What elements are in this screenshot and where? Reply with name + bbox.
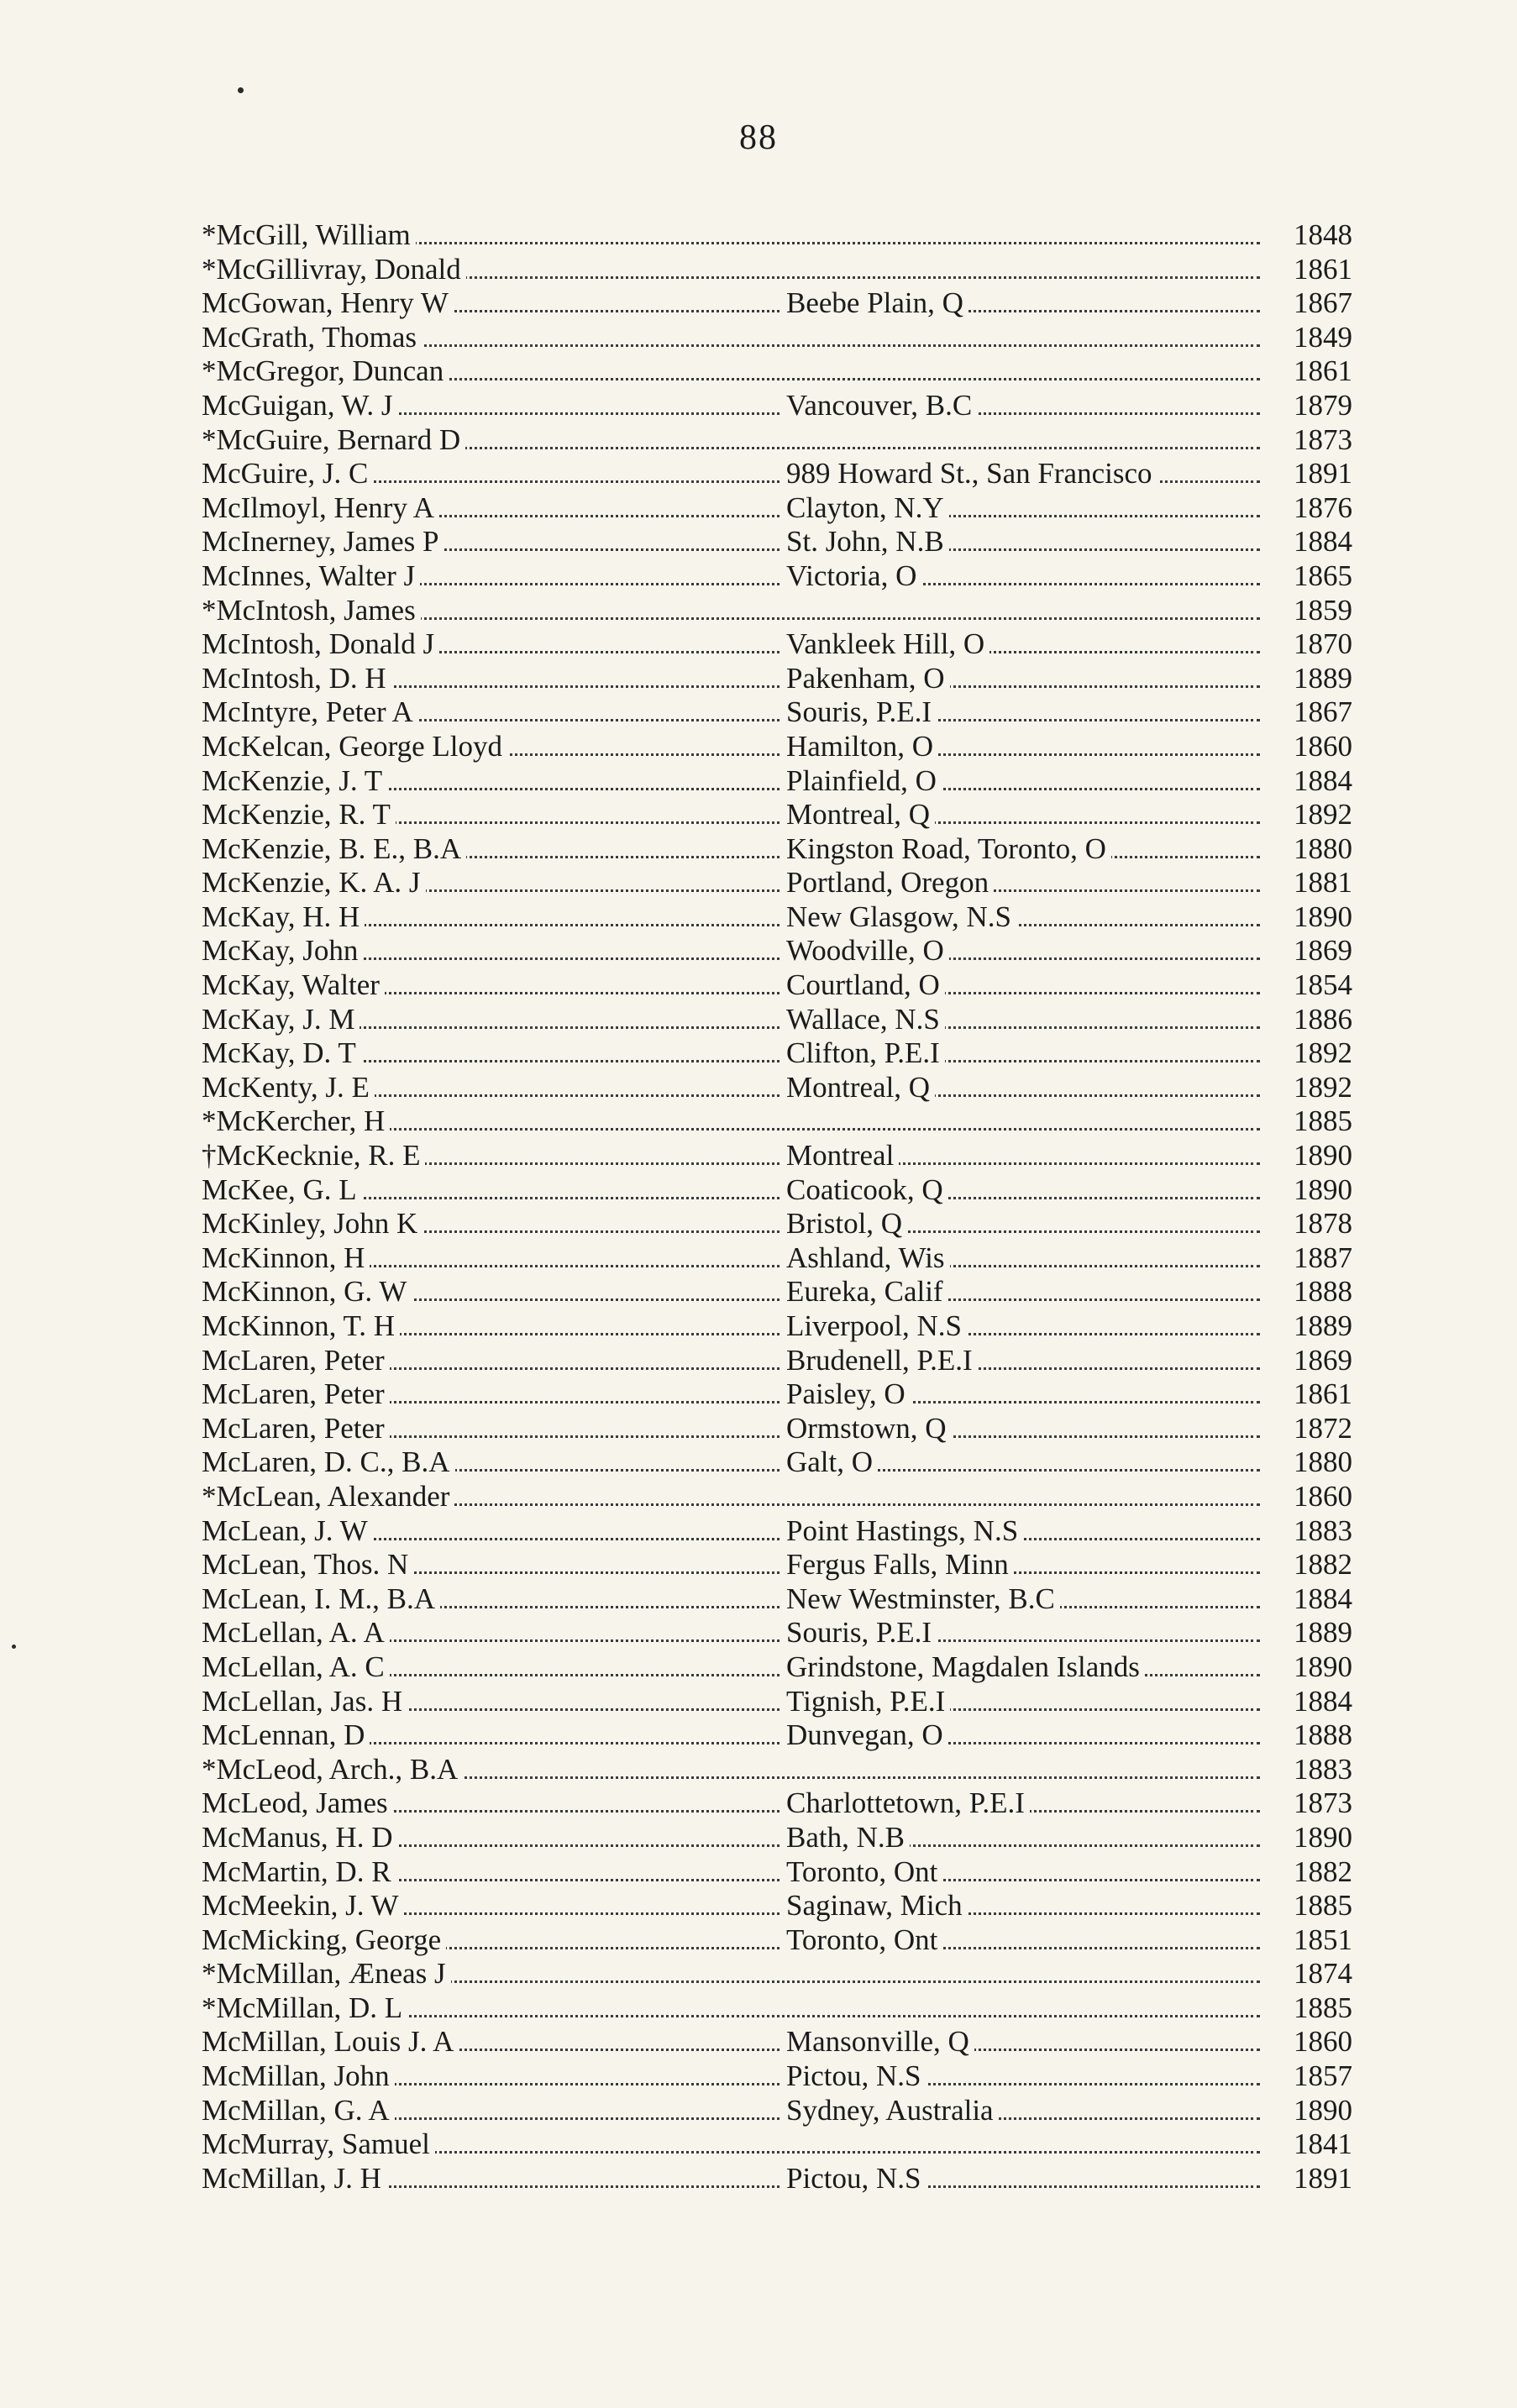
member-list (202, 218, 1352, 2196)
entry-year: 1885 (1294, 1991, 1352, 2024)
entry-name: McKenty, J. E (202, 1071, 375, 1105)
entry-place: Vancouver, B.C (781, 389, 977, 423)
entry-year: 1889 (1294, 1616, 1352, 1650)
entry-place: Sydney, Australia (781, 2094, 999, 2128)
entry-name: McKinnon, T. H (202, 1309, 400, 1344)
entry-place: Paisley, O (781, 1377, 911, 1412)
entry-place: Clayton, N.Y (781, 491, 949, 526)
entry-name: McInerney, James P (202, 525, 444, 559)
entry-place: Mansonville, Q (781, 2025, 974, 2059)
entry-year: 1860 (1294, 1479, 1352, 1513)
entry-name: *McMillan, Æneas J (202, 1957, 451, 1991)
entry-name: McLellan, A. A (202, 1616, 390, 1650)
entry-name: McGuire, J. C (202, 457, 373, 491)
entry-year: 1886 (1294, 1002, 1352, 1036)
entry-name: McLellan, A. C (202, 1650, 390, 1685)
list-item (202, 1412, 1352, 1446)
list-item (202, 1718, 1352, 1753)
entry-year: 1890 (1294, 2093, 1352, 2127)
list-item (202, 253, 1352, 287)
list-item (202, 1139, 1352, 1173)
entry-place: Woodville, O (781, 934, 949, 968)
entry-name: McMartin, D. R (202, 1855, 396, 1890)
entry-place: Hamilton, O (781, 730, 938, 764)
entry-place: Pictou, N.S (781, 2162, 926, 2196)
entry-year: 1890 (1294, 1820, 1352, 1854)
list-item (202, 1991, 1352, 2026)
list-item (202, 627, 1352, 662)
list-item (202, 525, 1352, 559)
list-item (202, 1889, 1352, 1923)
entry-place: St. John, N.B (781, 525, 949, 559)
entry-year: 1860 (1294, 729, 1352, 763)
entry-name: McInnes, Walter J (202, 559, 420, 594)
entry-year: 1867 (1294, 695, 1352, 729)
entry-name: McGuigan, W. J (202, 389, 398, 423)
entry-name: McLean, I. M., B.A (202, 1582, 440, 1617)
entry-name: McIlmoyl, Henry A (202, 491, 439, 526)
list-item (202, 662, 1352, 696)
list-item (202, 1241, 1352, 1276)
entry-name: McLellan, Jas. H (202, 1685, 407, 1719)
entry-year: 1885 (1294, 1104, 1352, 1138)
entry-name: McLeod, James (202, 1786, 393, 1821)
entry-name: *McGillivray, Donald (202, 253, 466, 287)
list-item (202, 764, 1352, 799)
entry-place: Montreal, Q (781, 798, 935, 832)
entry-name: McKinnon, G. W (202, 1275, 412, 1309)
list-item (202, 2162, 1352, 2196)
entry-year: 1883 (1294, 1514, 1352, 1547)
entry-place: Bristol, Q (781, 1207, 907, 1241)
entry-place: Galt, O (781, 1445, 878, 1480)
entry-name: McKenzie, K. A. J (202, 866, 426, 900)
list-item (202, 389, 1352, 423)
entry-place: Ashland, Wis (781, 1241, 950, 1276)
entry-name: McManus, H. D (202, 1821, 397, 1855)
list-item (202, 1275, 1352, 1309)
entry-name: McLaren, Peter (202, 1377, 390, 1412)
list-item (202, 900, 1352, 935)
entry-year: 1876 (1294, 491, 1352, 524)
entry-place: Tignish, P.E.I (781, 1685, 950, 1719)
entry-place: Clifton, P.E.I (781, 1036, 945, 1071)
entry-year: 1891 (1294, 2161, 1352, 2195)
entry-year: 1882 (1294, 1855, 1352, 1888)
entry-place: Montreal (781, 1139, 899, 1173)
entry-name: *McGregor, Duncan (202, 354, 449, 389)
entry-name: McKinnon, H (202, 1241, 370, 1276)
entry-year: 1848 (1294, 218, 1352, 251)
entry-year: 1869 (1294, 1343, 1352, 1377)
entry-name: *McGuire, Bernard D (202, 423, 465, 458)
list-item (202, 1923, 1352, 1958)
entry-year: 1890 (1294, 1139, 1352, 1173)
entry-year: 1892 (1294, 798, 1352, 832)
entry-year: 1854 (1294, 968, 1352, 1002)
list-item (202, 1104, 1352, 1139)
list-item (202, 1377, 1352, 1412)
entry-year: 1884 (1294, 763, 1352, 797)
entry-place: Saginaw, Mich (781, 1889, 968, 1923)
entry-place: Souris, P.E.I (781, 1616, 937, 1650)
list-item (202, 559, 1352, 594)
list-item (202, 695, 1352, 730)
entry-place: Wallace, N.S (781, 1003, 945, 1037)
entry-place: Portland, Oregon (781, 866, 994, 900)
list-item (202, 1344, 1352, 1378)
entry-place: Dunvegan, O (781, 1718, 948, 1753)
entry-year: 1879 (1294, 388, 1352, 422)
entry-name: *McLean, Alexander (202, 1480, 454, 1514)
entry-name: *McIntosh, James (202, 594, 421, 628)
entry-name: McLean, Thos. N (202, 1548, 413, 1582)
entry-name: McLaren, Peter (202, 1344, 390, 1378)
entry-place: Grindstone, Magdalen Islands (781, 1650, 1145, 1685)
list-item (202, 1821, 1352, 1855)
entry-year: 1874 (1294, 1957, 1352, 1991)
entry-name: McLennan, D (202, 1718, 370, 1753)
list-item (202, 1514, 1352, 1549)
entry-name: McKinley, John K (202, 1207, 423, 1241)
entry-name: *McLeod, Arch., B.A (202, 1753, 463, 1787)
entry-place: Ormstown, Q (781, 1412, 952, 1446)
entry-year: 1849 (1294, 320, 1352, 354)
list-item (202, 218, 1352, 253)
entry-year: 1888 (1294, 1275, 1352, 1309)
entry-year: 1861 (1294, 1377, 1352, 1411)
entry-year: 1873 (1294, 422, 1352, 456)
list-item (202, 832, 1352, 867)
entry-year: 1883 (1294, 1752, 1352, 1786)
entry-name: McGowan, Henry W (202, 286, 454, 321)
list-item (202, 321, 1352, 355)
list-item (202, 1685, 1352, 1719)
margin-ink-dot (12, 1645, 16, 1649)
entry-place: Victoria, O (781, 559, 921, 594)
entry-name: McIntosh, Donald J (202, 627, 439, 662)
entry-year: 1881 (1294, 866, 1352, 900)
entry-name: McLean, J. W (202, 1514, 373, 1549)
entry-place: New Glasgow, N.S (781, 900, 1016, 935)
list-item (202, 730, 1352, 764)
entry-year: 1884 (1294, 1582, 1352, 1615)
entry-name: McMillan, J. H (202, 2162, 386, 2196)
entry-place: Bath, N.B (781, 1821, 910, 1855)
list-item (202, 1582, 1352, 1617)
entry-year: 1872 (1294, 1411, 1352, 1445)
list-item (202, 2059, 1352, 2094)
entry-name: McKee, G. L (202, 1173, 362, 1208)
entry-year: 1890 (1294, 1173, 1352, 1206)
entry-year: 1861 (1294, 354, 1352, 388)
list-item (202, 866, 1352, 900)
entry-name: McGrath, Thomas (202, 321, 422, 355)
list-item (202, 457, 1352, 491)
entry-name: McIntosh, D. H (202, 662, 391, 696)
list-item (202, 1173, 1352, 1208)
entry-place: Pakenham, O (781, 662, 950, 696)
list-item (202, 934, 1352, 968)
list-item (202, 1957, 1352, 1991)
entry-name: McLaren, D. C., B.A (202, 1445, 455, 1480)
list-item (202, 2025, 1352, 2059)
list-item (202, 1480, 1352, 1514)
page-number: 88 (739, 118, 778, 157)
list-item (202, 1548, 1352, 1582)
entry-name: McMillan, John (202, 2059, 395, 2094)
entry-name: McMurray, Samuel (202, 2127, 435, 2162)
entry-place: Eureka, Calif (781, 1275, 948, 1309)
entry-year: 1889 (1294, 1309, 1352, 1342)
entry-name: McKenzie, B. E., B.A (202, 832, 466, 867)
entry-year: 1890 (1294, 900, 1352, 933)
entry-place: Liverpool, N.S (781, 1309, 967, 1344)
entry-name: McIntyre, Peter A (202, 695, 418, 730)
list-item (202, 1445, 1352, 1480)
entry-year: 1841 (1294, 2127, 1352, 2161)
entry-name: McKenzie, J. T (202, 764, 387, 799)
list-item (202, 594, 1352, 628)
entry-year: 1880 (1294, 832, 1352, 865)
entry-year: 1887 (1294, 1241, 1352, 1274)
entry-name: McKenzie, R. T (202, 798, 396, 832)
entry-year: 1890 (1294, 1650, 1352, 1683)
ink-dot (238, 87, 244, 93)
list-item (202, 1071, 1352, 1105)
entry-place: Toronto, Ont (781, 1855, 942, 1890)
list-item (202, 423, 1352, 458)
list-item (202, 1003, 1352, 1037)
entry-place: Souris, P.E.I (781, 695, 937, 730)
dot-leader (202, 1026, 1260, 1029)
entry-year: 1867 (1294, 286, 1352, 320)
entry-place: Plainfield, O (781, 764, 942, 799)
list-item (202, 798, 1352, 832)
entry-place: 989 Howard St., San Francisco (781, 457, 1157, 491)
entry-place: Beebe Plain, Q (781, 286, 968, 321)
entry-name: McLaren, Peter (202, 1412, 390, 1446)
entry-name: *McGill, William (202, 218, 416, 253)
entry-year: 1882 (1294, 1548, 1352, 1582)
list-item (202, 1207, 1352, 1241)
list-item (202, 1753, 1352, 1787)
entry-name: McMicking, George (202, 1923, 446, 1958)
entry-name: †McKecknie, R. E (202, 1139, 425, 1173)
entry-place: Montreal, Q (781, 1071, 935, 1105)
entry-place: Vankleek Hill, O (781, 627, 989, 662)
entry-place: Kingston Road, Toronto, O (781, 832, 1111, 867)
entry-place: Courtland, O (781, 968, 945, 1003)
entry-year: 1857 (1294, 2059, 1352, 2093)
entry-year: 1884 (1294, 525, 1352, 559)
list-item (202, 1855, 1352, 1890)
entry-name: McKay, D. T (202, 1036, 361, 1071)
list-item (202, 491, 1352, 526)
entry-year: 1873 (1294, 1786, 1352, 1820)
entry-year: 1888 (1294, 1718, 1352, 1752)
entry-year: 1859 (1294, 593, 1352, 627)
entry-year: 1860 (1294, 2025, 1352, 2059)
entry-name: McKay, H. H (202, 900, 365, 935)
entry-place: Brudenell, P.E.I (781, 1344, 978, 1378)
list-item (202, 1036, 1352, 1071)
entry-year: 1891 (1294, 457, 1352, 491)
entry-year: 1865 (1294, 559, 1352, 592)
entry-place: Point Hastings, N.S (781, 1514, 1023, 1549)
entry-name: *McKercher, H (202, 1104, 390, 1139)
entry-name: McMillan, G. A (202, 2094, 395, 2128)
entry-year: 1869 (1294, 934, 1352, 968)
entry-name: McMeekin, J. W (202, 1889, 404, 1923)
entry-year: 1889 (1294, 661, 1352, 695)
list-item (202, 1309, 1352, 1344)
list-item (202, 1650, 1352, 1685)
entry-year: 1884 (1294, 1684, 1352, 1718)
entry-year: 1870 (1294, 627, 1352, 661)
entry-year: 1892 (1294, 1070, 1352, 1104)
list-item (202, 1786, 1352, 1821)
entry-place: Toronto, Ont (781, 1923, 942, 1958)
entry-place: Charlottetown, P.E.I (781, 1786, 1030, 1821)
list-item (202, 968, 1352, 1003)
list-item (202, 354, 1352, 389)
entry-year: 1880 (1294, 1445, 1352, 1479)
entry-year: 1878 (1294, 1207, 1352, 1241)
entry-place: Coaticook, Q (781, 1173, 948, 1208)
list-item (202, 1616, 1352, 1650)
entry-place: Fergus Falls, Minn (781, 1548, 1014, 1582)
entry-place: New Westminster, B.C (781, 1582, 1060, 1617)
entry-name: McKelcan, George Lloyd (202, 730, 507, 764)
entry-year: 1861 (1294, 252, 1352, 286)
entry-name: McMillan, Louis J. A (202, 2025, 459, 2059)
entry-year: 1851 (1294, 1923, 1352, 1956)
list-item (202, 286, 1352, 321)
entry-name: McKay, John (202, 934, 363, 968)
list-item (202, 2127, 1352, 2162)
entry-year: 1885 (1294, 1889, 1352, 1923)
entry-name: McKay, Walter (202, 968, 385, 1003)
entry-name: McKay, J. M (202, 1003, 360, 1037)
entry-place: Pictou, N.S (781, 2059, 926, 2094)
entry-year: 1892 (1294, 1036, 1352, 1070)
entry-name: *McMillan, D. L (202, 1991, 407, 2026)
list-item (202, 2094, 1352, 2128)
